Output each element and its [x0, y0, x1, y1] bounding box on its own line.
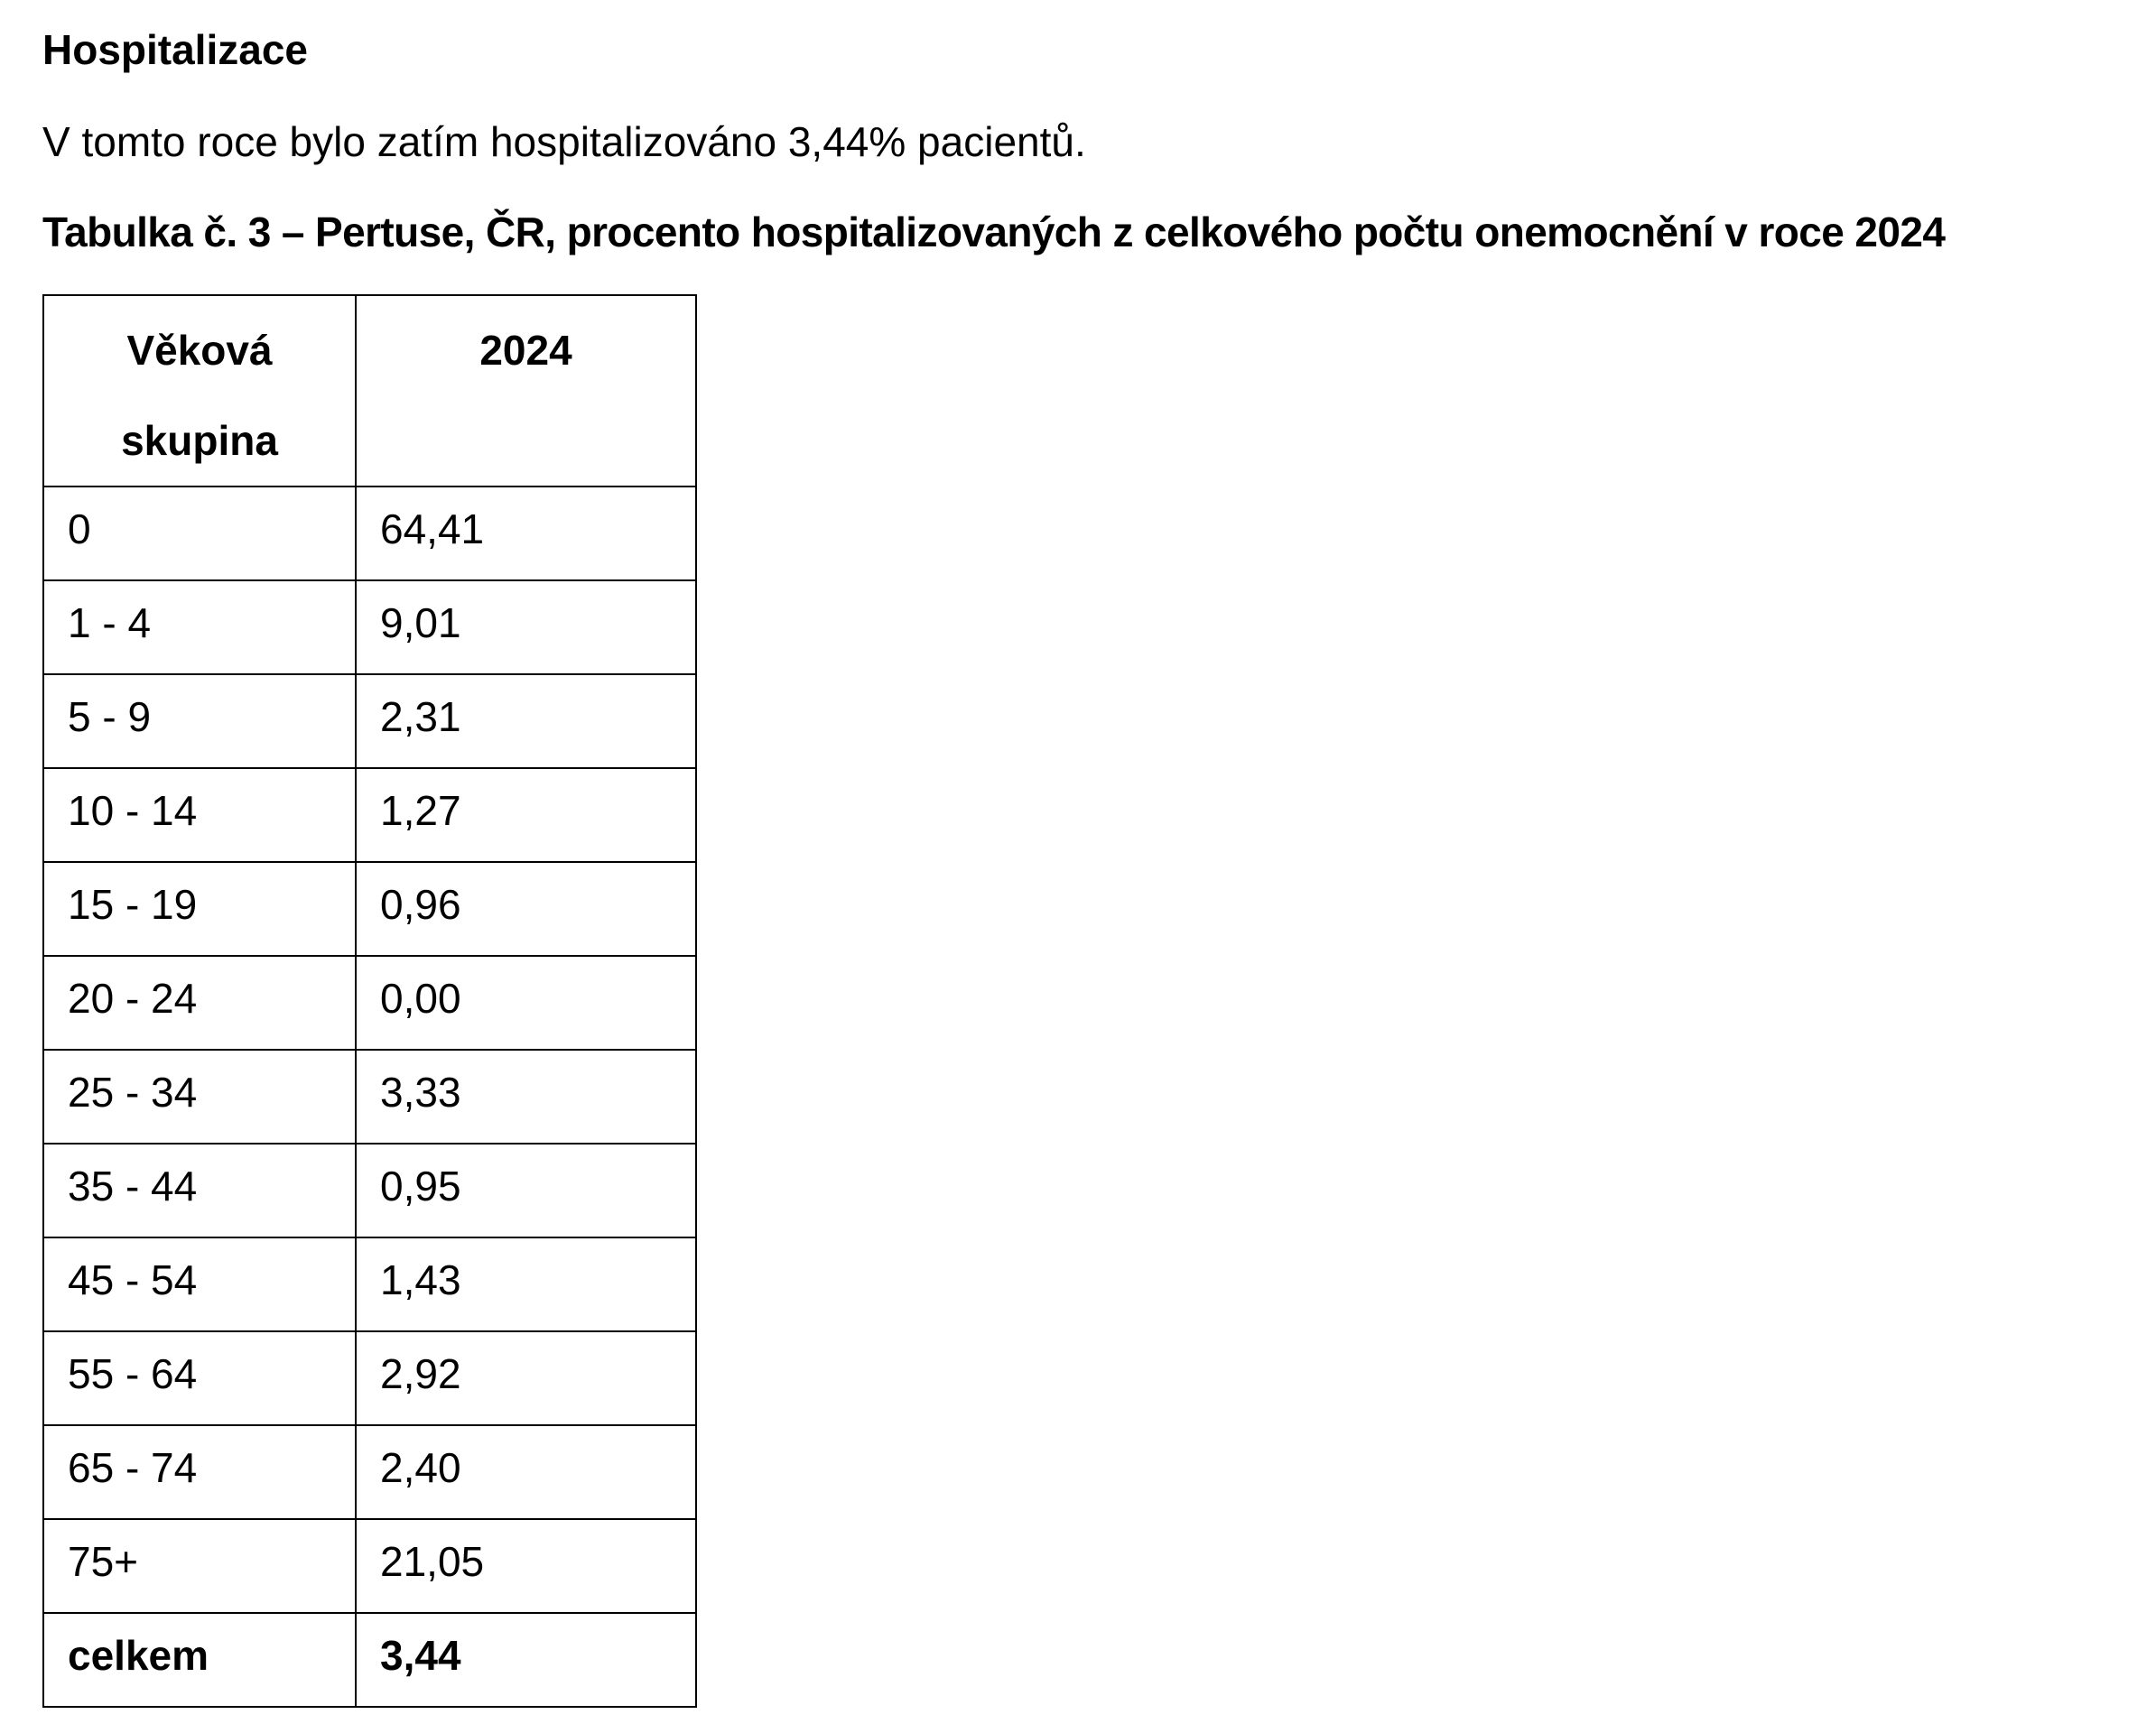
percent-cell: 1,43 [356, 1237, 696, 1331]
section-heading: Hospitalizace [42, 26, 308, 73]
header-age-group-line2: skupina [121, 417, 278, 464]
table-row [43, 1144, 696, 1237]
table-total-row [43, 1613, 696, 1707]
age-group-cell: 1 - 4 [43, 580, 356, 674]
percent-cell: 9,01 [356, 580, 696, 674]
percent-cell: 64,41 [356, 487, 696, 580]
age-group-cell: 65 - 74 [43, 1425, 356, 1519]
table-caption: Tabulka č. 3 – Pertuse, ČR, procento hospitalizovaných z celkového počtu onemocnění v roce 2024 [42, 209, 1946, 255]
percent-cell: 0,95 [356, 1144, 696, 1237]
header-year-label: 2024 [479, 327, 572, 374]
table-row [43, 580, 696, 674]
age-group-cell: 75+ [43, 1519, 356, 1613]
table-row [43, 487, 696, 580]
table-row [43, 1425, 696, 1519]
age-group-cell: 25 - 34 [43, 1050, 356, 1144]
table-row [43, 862, 696, 956]
table-row [43, 1050, 696, 1144]
percent-cell: 1,27 [356, 768, 696, 862]
table-row [43, 956, 696, 1050]
table-row [43, 768, 696, 862]
hospitalization-table [42, 294, 697, 1708]
age-group-cell: 10 - 14 [43, 768, 356, 862]
age-group-cell: 55 - 64 [43, 1331, 356, 1425]
table-header-row [43, 295, 696, 487]
age-group-cell: 5 - 9 [43, 674, 356, 768]
intro-paragraph: V tomto roce bylo zatím hospitalizováno 3,44% pacientů. [42, 118, 1086, 165]
table-row [43, 674, 696, 768]
age-group-cell: 0 [43, 487, 356, 580]
header-year [356, 295, 696, 487]
header-age-group-line1: Věková [126, 327, 273, 374]
age-group-cell: 35 - 44 [43, 1144, 356, 1237]
table-row [43, 1519, 696, 1613]
total-label-cell: celkem [43, 1613, 356, 1707]
age-group-cell: 15 - 19 [43, 862, 356, 956]
age-group-cell: 20 - 24 [43, 956, 356, 1050]
percent-cell: 3,33 [356, 1050, 696, 1144]
table-row [43, 1237, 696, 1331]
header-age-group [43, 295, 356, 487]
percent-cell: 2,92 [356, 1331, 696, 1425]
percent-cell: 2,31 [356, 674, 696, 768]
percent-cell: 0,96 [356, 862, 696, 956]
total-percent-cell: 3,44 [356, 1613, 696, 1707]
table-row [43, 1331, 696, 1425]
percent-cell: 0,00 [356, 956, 696, 1050]
age-group-cell: 45 - 54 [43, 1237, 356, 1331]
percent-cell: 2,40 [356, 1425, 696, 1519]
percent-cell: 21,05 [356, 1519, 696, 1613]
